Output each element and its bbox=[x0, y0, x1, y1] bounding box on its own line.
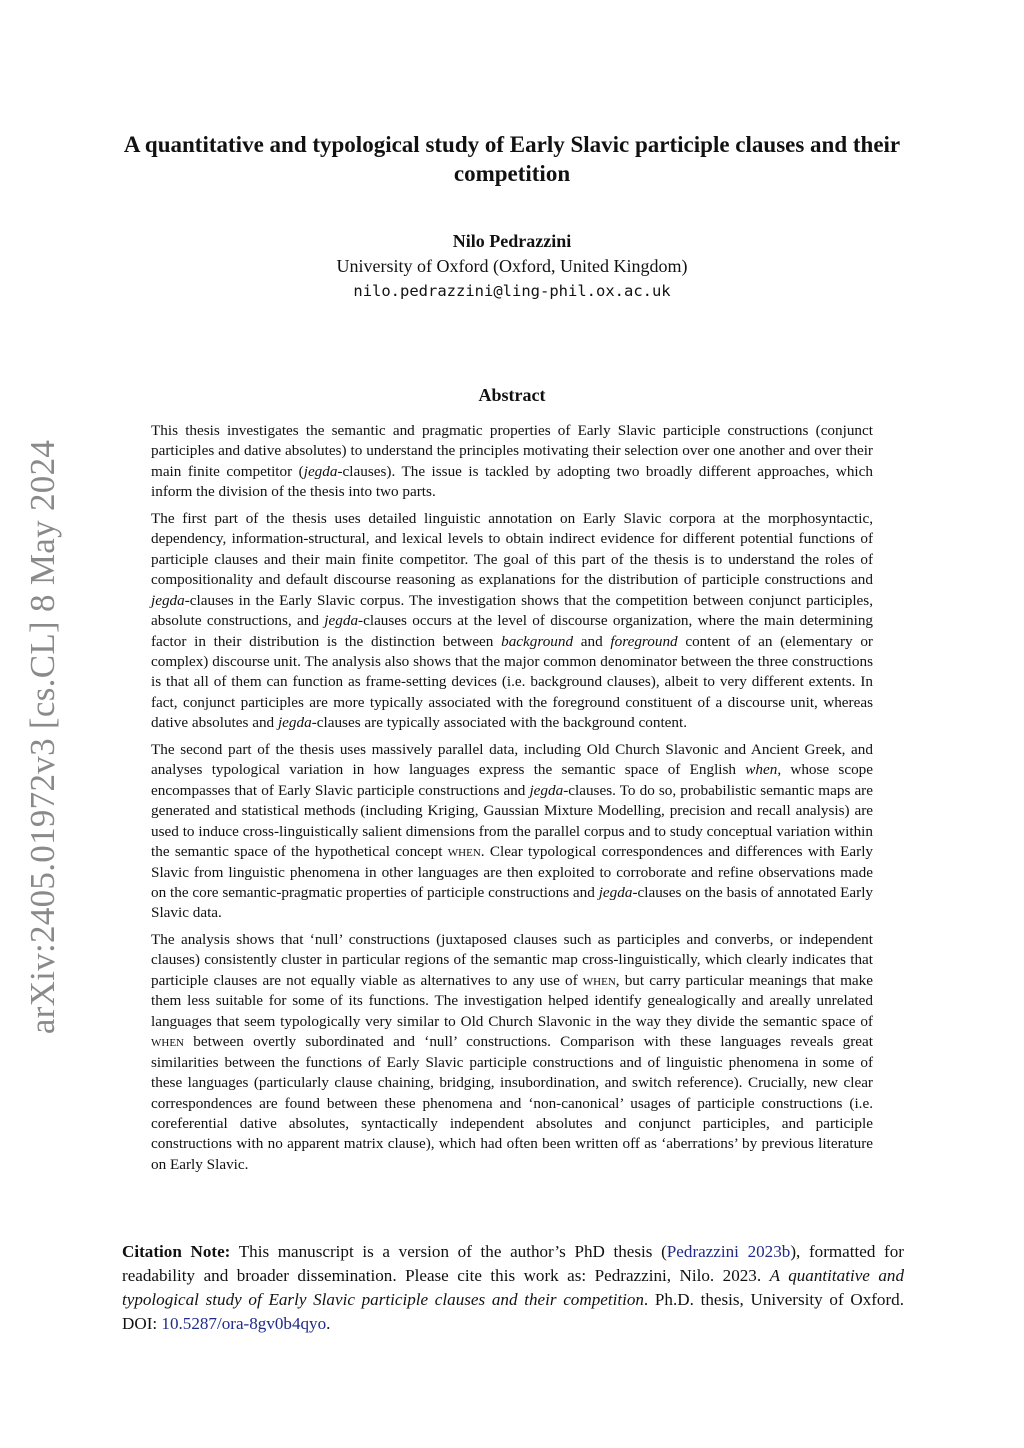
abstract-paragraph-1: This thesis investigates the semantic and pragmatic properties of Early Slavic participle constructions (conjunct participles and dative absolutes) to understand the principles motivating their selection over one another and over their main finite competitor (jegda-clauses). The issue is tackled by adopting two broadly different approaches, which inform the division of the thesis into two parts. bbox=[151, 422, 873, 501]
author-block bbox=[110, 228, 914, 303]
abstract-body bbox=[151, 421, 873, 1181]
author-email[interactable]: nilo.pedrazzini@ling-phil.ox.ac.uk bbox=[353, 282, 671, 300]
author-name: Nilo Pedrazzini bbox=[452, 231, 572, 251]
citation-note: Citation Note: This manuscript is a version of the author’s PhD thesis (Pedrazzini 2023b), formatted for readability and broader dissemination. Please cite this work as: Pedrazzini, Nilo. 2023. A quantitative and typological study of Early Slavic participle clauses and their competition. Ph.D. thesis, University of Oxford. DOI: 10.5287/ora-8gv0b4qyo. bbox=[122, 1242, 904, 1333]
thesis-reference-link[interactable]: Pedrazzini 2023b bbox=[666, 1242, 791, 1261]
arxiv-side-stamp bbox=[20, 439, 66, 1035]
abstract-paragraph-3: The second part of the thesis uses massively parallel data, including Old Church Slavonic and Ancient Greek, and analyses typological variation in how languages express the semantic space of English when, whose scope encompasses that of Early Slavic participle constructions and jegda-clauses. To do so, probabilistic semantic maps are generated and statistical methods (including Kriging, Gaussian Mixture Modelling, precision and recall analysis) are used to induce cross-linguistically salient dimensions from the parallel corpus and to study conceptual variation within the semantic space of the hypothetical concept when. Clear typological correspondences and differences with Early Slavic from linguistic phenomena in other languages are then exploited to corroborate and refine observations made on the core semantic-pragmatic properties of participle constructions and jegda-clauses on the basis of annotated Early Slavic data. bbox=[151, 740, 874, 922]
paper-title: A quantitative and typological study of Early Slavic participle clauses and their competition bbox=[123, 132, 901, 186]
abstract-heading: Abstract bbox=[478, 385, 546, 405]
abstract-paragraph-4: The analysis shows that ‘null’ constructions (juxtaposed clauses such as participles and converbs, or independent clauses) consistently cluster in particular regions of the semantic map cross-linguistically, which clearly indicates that participle clauses are not equally viable as alternatives to any use of when, but carry particular meanings that make them less suitable for some of its functions. The investigation helped identify genealogically and areally unrelated languages that seem typologically very similar to Old Church Slavonic in the way they divide the semantic space of when between overtly subordinated and ‘null’ constructions. Comparison with these languages reveals great similarities between the functions of Early Slavic participle constructions and of linguistic phenomena in some of these languages (particularly clause chaining, bridging, insubordination, and switch reference). Crucially, new clear correspondences are found between these phenomena and ‘non-canonical’ usages of participle constructions (i.e. coreferential dative absolutes, syntactically independent absolutes and conjunct participles, and participle constructions with no apparent matrix clause), which had often been written off as ‘aberrations’ by previous literature on Early Slavic. bbox=[151, 930, 873, 1173]
author-affiliation: University of Oxford (Oxford, United Kingdom) bbox=[336, 256, 688, 276]
citation-label: Citation Note: bbox=[122, 1242, 231, 1261]
doi-link[interactable]: 10.5287/ora-8gv0b4qyo bbox=[161, 1314, 327, 1333]
abstract-paragraph-2: The first part of the thesis uses detailed linguistic annotation on Early Slavic corpora at the morphosyntactic, dependency, information-structural, and lexical levels to obtain indirect evidence for different potential functions of participle clauses and their main finite competitor. The goal of this part of the thesis is to understand the roles of compositionality and default discourse reasoning as explanations for the distribution of participle constructions and jegda-clauses in the Early Slavic corpus. The investigation shows that the competition between conjunct participles, absolute constructions, and jegda-clauses occurs at the level of discourse organization, where the main determining factor in their distribution is the distinction between background and foreground content of an (elementary or complex) discourse unit. The analysis also shows that the major common denominator between the three constructions is that all of them can function as frame-setting devices (i.e. background clauses), albeit to very different extents. In fact, conjunct participles are more typically associated with the foreground constituent of a discourse unit, whereas dative absolutes and jegda-clauses are typically associated with the background content. bbox=[151, 509, 874, 732]
arxiv-identifier: arXiv:2405.01972v3 [cs.CL] 8 May 2024 bbox=[23, 439, 63, 1035]
